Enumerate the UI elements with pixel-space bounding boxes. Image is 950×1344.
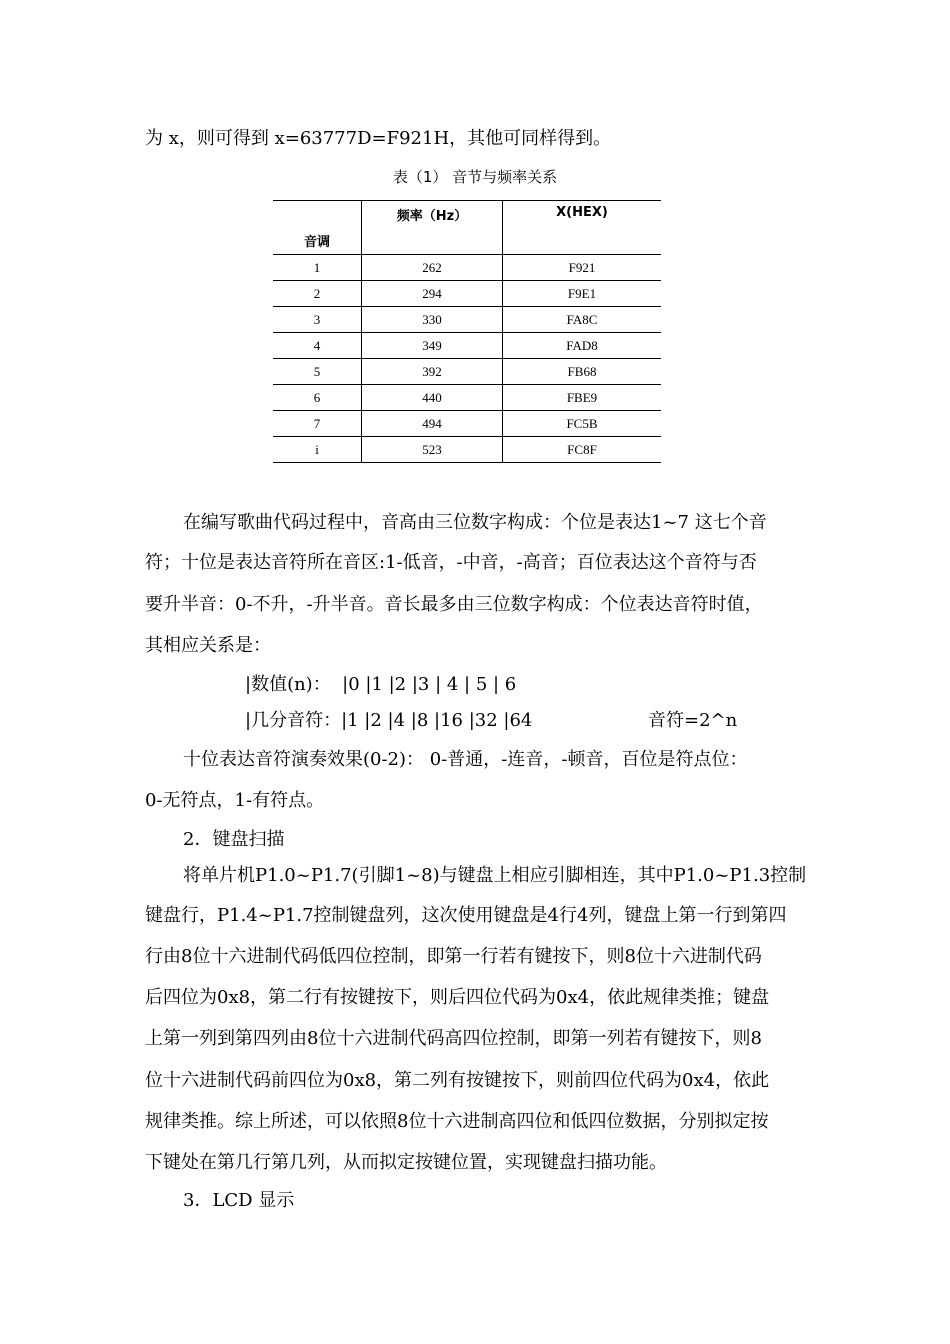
- paragraph-line: 键盘行，P1.4~P1.7控制键盘列，这次使用键盘是4行4列，键盘上第一行到第四: [145, 905, 787, 926]
- section-heading-keyboard: 2．键盘扫描: [183, 829, 285, 850]
- cell-tone: 6: [273, 385, 362, 411]
- table-caption: 表（1） 音节与频率关系: [392, 168, 558, 186]
- cell-hex: FC5B: [503, 411, 662, 437]
- cell-hex: FC8F: [503, 437, 662, 463]
- paragraph-line: 行由8位十六进制代码低四位控制，即第一行若有键按下，则8位十六进制代码: [145, 946, 762, 967]
- paragraph-line: 0-无符点，1-有符点。: [145, 790, 325, 811]
- paragraph-line: 在编写歌曲代码过程中，音高由三位数字构成：个位是表达1~7 这七个音: [183, 512, 767, 533]
- cell-tone: 7: [273, 411, 362, 437]
- cell-frequency: 349: [362, 333, 503, 359]
- paragraph-line: 后四位为0x8，第二行有按键按下，则后四位代码为0x4，依此规律类推；键盘: [145, 987, 770, 1008]
- cell-frequency: 494: [362, 411, 503, 437]
- cell-hex: FAD8: [503, 333, 662, 359]
- cell-tone: 4: [273, 333, 362, 359]
- table-row: [273, 281, 661, 307]
- cell-hex: F9E1: [503, 281, 662, 307]
- cell-tone: 1: [273, 255, 362, 281]
- cell-frequency: 330: [362, 307, 503, 333]
- frequency-table: [273, 200, 661, 463]
- table-row: [273, 385, 661, 411]
- cell-tone: 2: [273, 281, 362, 307]
- cell-hex: FB68: [503, 359, 662, 385]
- cell-frequency: 262: [362, 255, 503, 281]
- paragraph-line: 位十六进制代码前四位为0x8，第二列有按键按下，则前四位代码为0x4，依此: [145, 1070, 770, 1091]
- table-row: [273, 307, 661, 333]
- cell-tone: 5: [273, 359, 362, 385]
- duration-value-row: |数值(n)： |0 |1 |2 |3 | 4 | 5 | 6: [245, 674, 517, 695]
- cell-frequency: 392: [362, 359, 503, 385]
- cell-tone: i: [273, 437, 362, 463]
- header-frequency: 频率（Hz）: [362, 201, 503, 255]
- table-row: [273, 333, 661, 359]
- paragraph-line: 规律类推。综上所述，可以依照8位十六进制高四位和低四位数据，分别拟定按: [145, 1111, 769, 1132]
- paragraph-line: 将单片机P1.0~P1.7(引脚1~8)与键盘上相应引脚相连，其中P1.0~P1.3控制: [183, 865, 807, 886]
- duration-note-row: |几分音符：|1 |2 |4 |8 |16 |32 |64: [245, 710, 533, 731]
- cell-hex: FBE9: [503, 385, 662, 411]
- table-row: [273, 411, 661, 437]
- paragraph-line: 十位表达音符演奏效果(0-2)： 0-普通，-连音，-顿音，百位是符点位：: [183, 749, 748, 770]
- cell-hex: F921: [503, 255, 662, 281]
- paragraph-line: 要升半音：0-不升，-升半音。音长最多由三位数字构成：个位表达音符时值，: [145, 594, 763, 615]
- header-tone: 音调: [273, 201, 362, 255]
- paragraph-line: 上第一列到第四列由8位十六进制代码高四位控制，即第一列若有键按下，则8: [145, 1028, 762, 1049]
- section-heading-lcd: 3．LCD 显示: [183, 1190, 295, 1211]
- intro-line: 为 x，则可得到 x=63777D=F921H，其他可同样得到。: [145, 128, 612, 149]
- cell-tone: 3: [273, 307, 362, 333]
- table-row: [273, 255, 661, 281]
- table-header-row: [273, 201, 661, 255]
- duration-formula: 音符=2^n: [648, 710, 738, 731]
- paragraph-line: 下键处在第几行第几列，从而拟定按键位置，实现键盘扫描功能。: [145, 1152, 667, 1173]
- paragraph-line: 符；十位是表达音符所在音区:1-低音，-中音，-高音；百位表达这个音符与否: [145, 552, 757, 573]
- cell-frequency: 523: [362, 437, 503, 463]
- table-row: [273, 359, 661, 385]
- cell-frequency: 294: [362, 281, 503, 307]
- cell-frequency: 440: [362, 385, 503, 411]
- cell-hex: FA8C: [503, 307, 662, 333]
- table-row: [273, 437, 661, 463]
- header-hex: X(HEX): [503, 201, 662, 255]
- paragraph-line: 其相应关系是：: [145, 635, 271, 656]
